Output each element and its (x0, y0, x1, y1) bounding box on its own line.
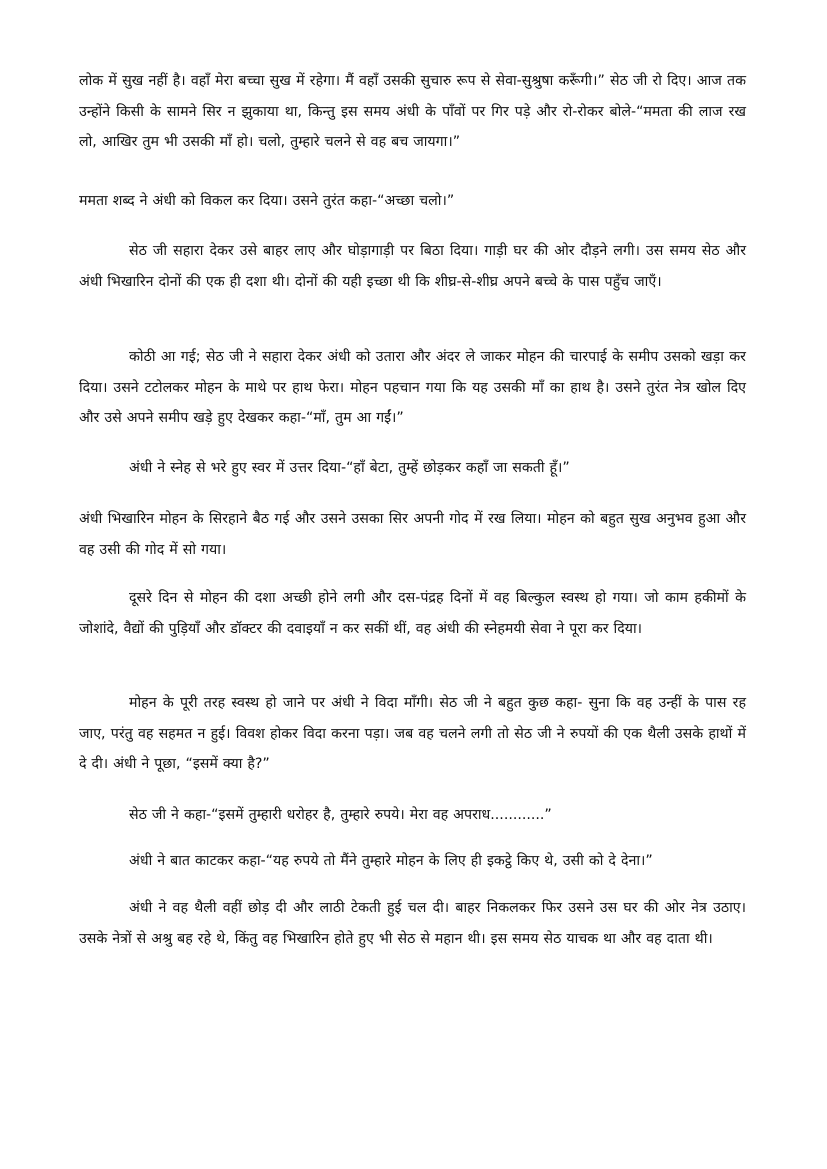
paragraph: लोक में सुख नहीं है। वहाँ मेरा बच्चा सुख में रहेगा। मैं वहाँ उसकी सुचारु रूप से सेवा-सुश्रुषा करूँगी।” सेठ जी रो दिए। आज तक उन्होंने किसी के सामने सिर न झुकाया था, किन्तु इस समय अंधी के पाँवों पर गिर पड़े और रो-रोकर बोले-“ममता की लाज रख लो, आखिर तुम भी उसकी माँ हो। चलो, तुम्हारे चलने से वह बच जायगा।” (79, 73, 746, 150)
paragraph: सेठ जी ने कहा-“इसमें तुम्हारी धरोहर है, तुम्हारे रुपये। मेरा वह अपराध............” (129, 807, 552, 823)
paragraph: दूसरे दिन से मोहन की दशा अच्छी होने लगी और दस-पंद्रह दिनों में वह बिल्कुल स्वस्थ हो गया। जो काम हकीमों के जोशांदे, वैद्यों की पुड़ियाँ और डॉक्टर की दवाइयाँ न कर सकीं थीं, वह अंधी की स्नेहमयी सेवा ने पूरा कर दिया। (79, 590, 746, 637)
paragraph: ममता शब्द ने अंधी को विकल कर दिया। उसने तुरंत कहा-“अच्छा चलो।” (79, 193, 455, 209)
paragraph: अंधी ने बात काटकर कहा-“यह रुपये तो मैंने तुम्हारे मोहन के लिए ही इकट्ठे किए थे, उसी को दे देना।” (129, 853, 653, 869)
paragraph: अंधी ने वह थैली वहीं छोड़ दी और लाठी टेकती हुई चल दी। बाहर निकलकर फिर उसने उस घर की ओर नेत्र उठाए। उसके नेत्रों से अश्रु बह रहे थे, किंतु वह भिखारिन होते हुए भी सेठ से महान थी। इस समय सेठ याचक था और वह दाता थी। (79, 900, 746, 947)
paragraph: सेठ जी सहारा देकर उसे बाहर लाए और घोड़ागाड़ी पर बिठा दिया। गाड़ी घर की ओर दौड़ने लगी। उस समय सेठ और अंधी भिखारिन दोनों की एक ही दशा थी। दोनों की यही इच्छा थी कि शीघ्र-से-शीघ्र अपने बच्चे के पास पहुँच जाएँ। (79, 243, 746, 290)
paragraph: अंधी भिखारिन मोहन के सिरहाने बैठ गई और उसने उसका सिर अपनी गोद में रख लिया। मोहन को बहुत सुख अनुभव हुआ और वह उसी की गोद में सो गया। (79, 511, 746, 558)
paragraph: मोहन के पूरी तरह स्वस्थ हो जाने पर अंधी ने विदा माँगी। सेठ जी ने बहुत कुछ कहा- सुना कि वह उन्हीं के पास रह जाए, परंतु वह सहमत न हुई। विवश होकर विदा करना पड़ा। जब वह चलने लगी तो सेठ जी ने रुपयों की एक थैली उसके हाथों में दे दी। अंधी ने पूछा, “इसमें क्या है?” (79, 695, 746, 772)
paragraph: कोठी आ गई; सेठ जी ने सहारा देकर अंधी को उतारा और अंदर ले जाकर मोहन की चारपाई के समीप उसको खड़ा कर दिया। उसने टटोलकर मोहन के माथे पर हाथ फेरा। मोहन पहचान गया कि यह उसकी माँ का हाथ है। उसने तुरंत नेत्र खोल दिए और उसे अपने समीप खड़े हुए देखकर कहा-“माँ, तुम आ गईं।” (79, 349, 746, 426)
paragraph: अंधी ने स्नेह से भरे हुए स्वर में उत्तर दिया-“हाँ बेटा, तुम्हें छोड़कर कहाँ जा सकती हूँ।” (129, 460, 570, 476)
